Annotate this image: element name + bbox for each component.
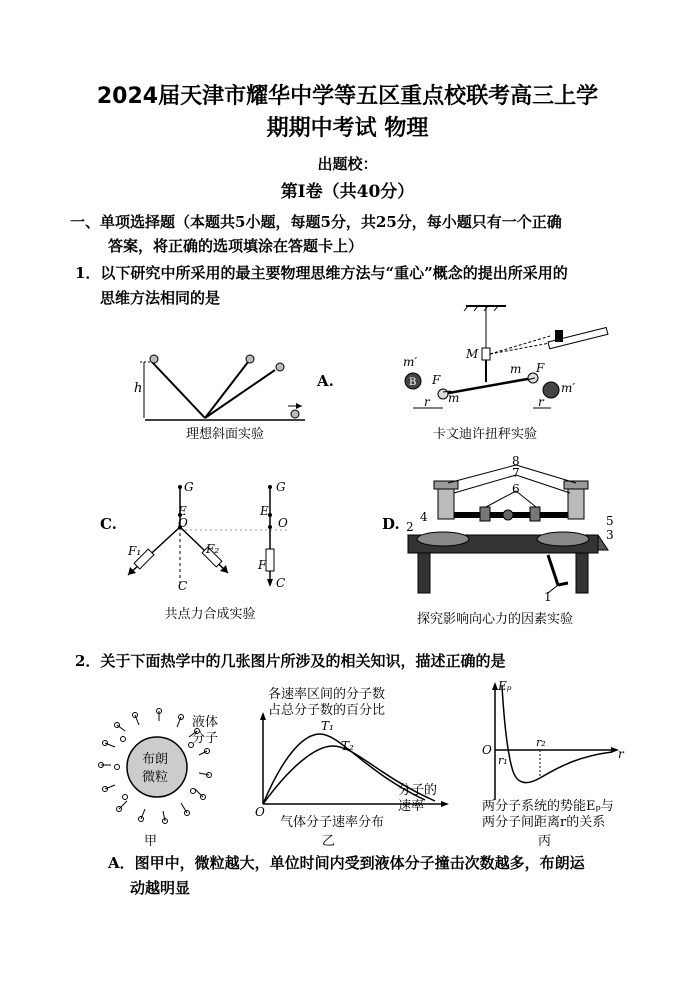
figure-jia-label: 甲 (144, 834, 158, 849)
option-d-label: D. (382, 515, 400, 533)
option-a-caption: 理想斜面实验 (185, 427, 264, 442)
bing-caption-2: 两分子间距离r的关系 (482, 815, 606, 830)
figure-speed-distribution (255, 712, 455, 822)
label-r1: r₁ (498, 754, 508, 767)
yi-ylabel-2: 占总分子数的百分比 (268, 703, 386, 718)
label-m-right: m (510, 362, 522, 376)
q1-stem-cont: 思维方法相同的是 (100, 289, 221, 307)
label-7: 7 (512, 466, 520, 480)
bing-caption-1: 两分子系统的势能Eₚ与 (482, 799, 614, 814)
volume-heading: 第Ⅰ卷（共40分） (280, 182, 415, 202)
ball-icon (291, 410, 299, 418)
figure-force-composition (120, 475, 320, 595)
option-a-label: A. (317, 372, 334, 390)
label-O2: O (278, 516, 288, 530)
option-d-caption: 探究影响向心力的因素实验 (416, 612, 573, 627)
option-c-label: C. (100, 515, 117, 533)
light-source-icon (555, 330, 563, 342)
label-6: 6 (512, 482, 520, 496)
label-F-right: F (536, 361, 545, 375)
q2-stem: 2．关于下面热学中的几张图片所涉及的相关知识，描述正确的是 (75, 652, 506, 670)
label-r-right: r (538, 395, 544, 409)
label-4: 4 (420, 510, 428, 524)
label-C2: C (276, 576, 286, 590)
figure-yi-caption: 气体分子速率分布 (279, 815, 384, 830)
big-ball-right-icon (543, 382, 559, 398)
liquid-molecule-label-2: 分子 (192, 731, 219, 746)
label-E: E (178, 504, 187, 518)
label-m-prime-left: m′ (403, 355, 418, 369)
label-F-left: F (432, 373, 441, 387)
yi-xlabel-1: 分子的 (398, 783, 438, 798)
origin-O: O (255, 805, 265, 819)
label-m-prime-right: m′ (561, 381, 576, 395)
label-3: 3 (606, 528, 614, 542)
brownian-label-2: 微粒 (142, 770, 169, 785)
mirror-icon (482, 348, 490, 360)
label-F2: F₂ (206, 542, 220, 556)
label-F: F (258, 558, 267, 572)
section1-instruction: 一、单项选择题（本题共5小题，每题5分，共25分，每小题只有一个正确 (70, 213, 562, 231)
exam-title-line1: 2024届天津市耀华中学等五区重点校联考高三上学 (96, 84, 599, 109)
label-2: 2 (406, 520, 414, 534)
label-O: O (178, 516, 188, 530)
label-h: h (134, 381, 143, 396)
source-school: 出题校： (317, 155, 378, 173)
ball-icon (276, 363, 284, 371)
label-r-left: r (424, 395, 430, 409)
label-m-left: m (448, 391, 460, 405)
label-8: 8 (512, 454, 520, 468)
ball-icon (150, 355, 158, 363)
label-r: r (618, 747, 624, 761)
option-b-caption: 卡文迪许扭秤实验 (432, 427, 537, 442)
figure-yi-label: 乙 (322, 834, 336, 849)
label-r2: r₂ (536, 736, 546, 749)
yi-xlabel-2: 速率 (398, 799, 425, 814)
label-M: M (466, 347, 479, 361)
label-T2: T₂ (341, 739, 354, 753)
label-5: 5 (606, 514, 614, 528)
label-B: B (409, 377, 417, 388)
label-G2: G (276, 480, 286, 494)
figure-bing-label: 丙 (538, 834, 552, 849)
q2-option-a: A．图甲中，微粒越大，单位时间内受到液体分子撞击次数越多，布朗运 (108, 854, 585, 872)
origin-O-bing: O (482, 743, 492, 757)
label-Ep: Eₚ (498, 679, 512, 693)
liquid-molecule-label-1: 液体 (192, 715, 219, 730)
ball-icon (246, 355, 254, 363)
label-E2: E (260, 504, 269, 518)
figure-ideal-incline (130, 340, 330, 430)
label-C: C (178, 579, 188, 593)
section1-instruction-cont: 答案，将正确的选项填涂在答题卡上） (108, 237, 364, 255)
q1-stem: 1．以下研究中所采用的最主要物理思维方法与“重心”概念的提出所采用的 (75, 264, 568, 282)
option-c-caption: 共点力合成实验 (164, 607, 256, 622)
q2-option-a-cont: 动越明显 (130, 879, 191, 897)
label-T1: T₁ (321, 719, 334, 733)
figure-potential-energy (480, 680, 630, 810)
figure-centripetal-apparatus (398, 455, 618, 605)
label-G: G (184, 480, 194, 494)
yi-ylabel-1: 各速率区间的分子数 (268, 687, 386, 702)
brownian-label-1: 布朗 (142, 752, 169, 767)
small-ball-left-icon (438, 389, 448, 399)
figure-cavendish-balance (398, 298, 618, 423)
label-1: 1 (544, 590, 552, 604)
label-F1: F₁ (128, 544, 142, 558)
exam-title-line2: 期期中考试 物理 (266, 116, 429, 141)
